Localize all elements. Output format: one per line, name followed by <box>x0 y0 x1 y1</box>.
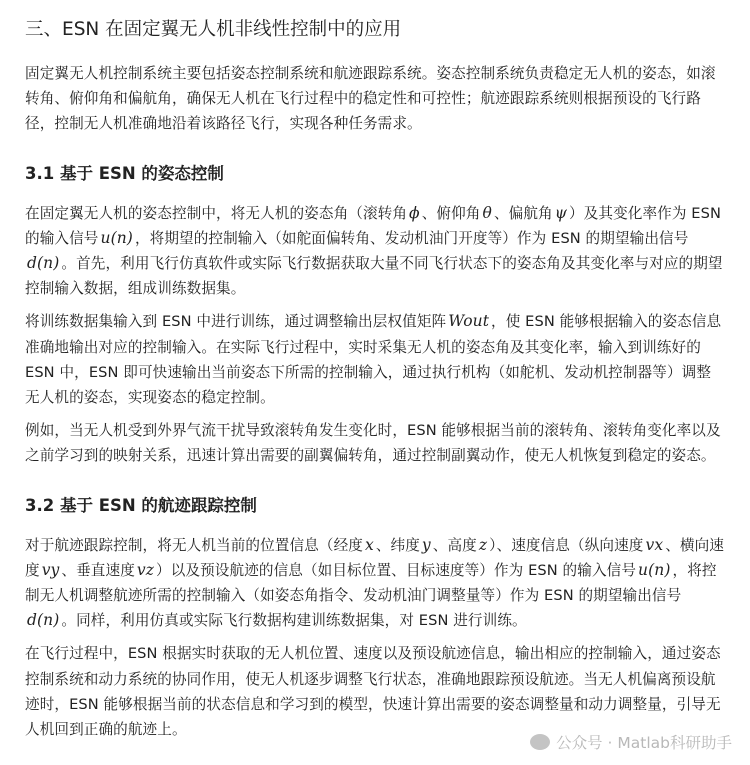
text-run: ）、速度信息（纵向速度 <box>489 536 644 554</box>
math-symbol: ψ <box>554 203 567 222</box>
intro-paragraph <box>25 61 725 137</box>
math-symbol: θ <box>482 203 492 222</box>
text-run: ）以及预设航迹的信息（如目标位置、目标速度等）作为 ESN 的输入信号 <box>156 561 637 579</box>
text-run: 。首先，利用飞行仿真软件或实际飞行数据获取大量不同飞行状态下的姿态角及其变化率与对应的期望控制输入数据，组成训练数据集。 <box>25 255 723 298</box>
math-symbol: d(n) <box>27 611 60 630</box>
watermark-text: 公众号 · Matlab科研助手 <box>556 734 732 752</box>
math-symbol: vx <box>645 535 664 554</box>
text-run: 、横向速度 <box>25 536 724 579</box>
text-run: ）及其变化率作为 ESN 的输入信号 <box>25 204 721 247</box>
text-run: ，将控制无人机调整航迹所需的控制输入（如姿态角指令、发动机油门调整量等）作为 ESN 的期望输出信号 <box>25 561 717 605</box>
text-run: 、纬度 <box>375 536 420 554</box>
text-run: 将训练数据集输入到 ESN 中进行训练，通过调整输出层权值矩阵 <box>25 313 447 331</box>
paragraph <box>25 418 725 468</box>
section-title: 三、ESN 在固定翼无人机非线性控制中的应用 <box>25 19 402 40</box>
math-symbol: u(n) <box>100 228 133 247</box>
math-symbol: vy <box>41 560 60 579</box>
math-symbol: ϕ <box>409 203 420 222</box>
paragraph <box>25 201 725 302</box>
math-symbol: x <box>364 535 374 554</box>
text-run: 在飞行过程中，ESN 根据实时获取的无人机位置、速度以及预设航迹信息，输出相应的控制输入，通过姿态控制系统和动力系统的协同作用，使无人机逐步调整飞行状态，准确地跟踪预设航迹。当无人机偏离预设航迹时，ESN 能够根据当前的状态信息和学习到的模型，快速计算出需要的姿态调整量和动力调整量，引导无人机回到正确的航迹上。 <box>25 645 721 739</box>
text-run: ，将期望的控制输入（如舵面偏转角、发动机油门开度等）作为 ESN 的期望输出信号 <box>134 229 689 247</box>
watermark <box>530 731 732 753</box>
text-run: 。同样，利用仿真或实际飞行数据构建训练数据集，对 ESN 进行训练。 <box>61 612 527 630</box>
paragraph <box>25 309 725 410</box>
section-heading-3-2: 3.2 基于 ESN 的航迹跟踪控制 <box>25 495 257 515</box>
text-run: 例如，当无人机受到外界气流干扰导致滚转角发生变化时，ESN 能够根据当前的滚转角、滚转角变化率以及之前学习到的映射关系，迅速计算出需要的副翼偏转角，通过控制副翼动作，使无人机恢复到稳定的姿态。 <box>25 422 721 465</box>
text-run: 对于航迹跟踪控制，将无人机当前的位置信息（经度 <box>25 536 363 554</box>
text-run: 、俯仰角 <box>421 204 481 222</box>
text-run: 、高度 <box>432 536 477 554</box>
math-symbol: vz <box>136 560 155 579</box>
text-run: 、垂直速度 <box>61 561 135 579</box>
paragraph <box>25 641 725 742</box>
math-symbol: u(n) <box>638 560 671 579</box>
paragraph <box>25 533 725 634</box>
math-symbol: z <box>478 535 488 554</box>
math-symbol: Wout <box>448 312 490 331</box>
text-run: 固定翼无人机控制系统主要包括姿态控制系统和航迹跟踪系统。姿态控制系统负责稳定无人机的姿态，如滚转角、俯仰角和偏航角，确保无人机在飞行过程中的稳定性和可控性；航迹跟踪系统则根据预设的飞行路径，控制无人机准确地沿着该路径飞行，实现各种任务需求。 <box>25 65 716 133</box>
math-symbol: d(n) <box>27 254 60 273</box>
section-heading-3-1: 3.1 基于 ESN 的姿态控制 <box>25 163 224 183</box>
text-run: 、偏航角 <box>493 204 553 222</box>
text-run: ，使 ESN 能够根据输入的姿态信息准确地输出对应的控制输入。在实际飞行过程中，实时采集无人机的姿态角及其变化率，输入到训练好的 ESN 中，ESN 即可快速输出当前姿态下所需的控制输入，通过执行机构（如舵机、发动机控制器等）调整无人机的姿态，实现姿态的稳定控制。 <box>25 313 722 407</box>
wechat-icon <box>530 734 550 750</box>
text-run: 在固定翼无人机的姿态控制中，将无人机的姿态角（滚转角 <box>25 204 408 222</box>
math-symbol: y <box>421 535 431 554</box>
